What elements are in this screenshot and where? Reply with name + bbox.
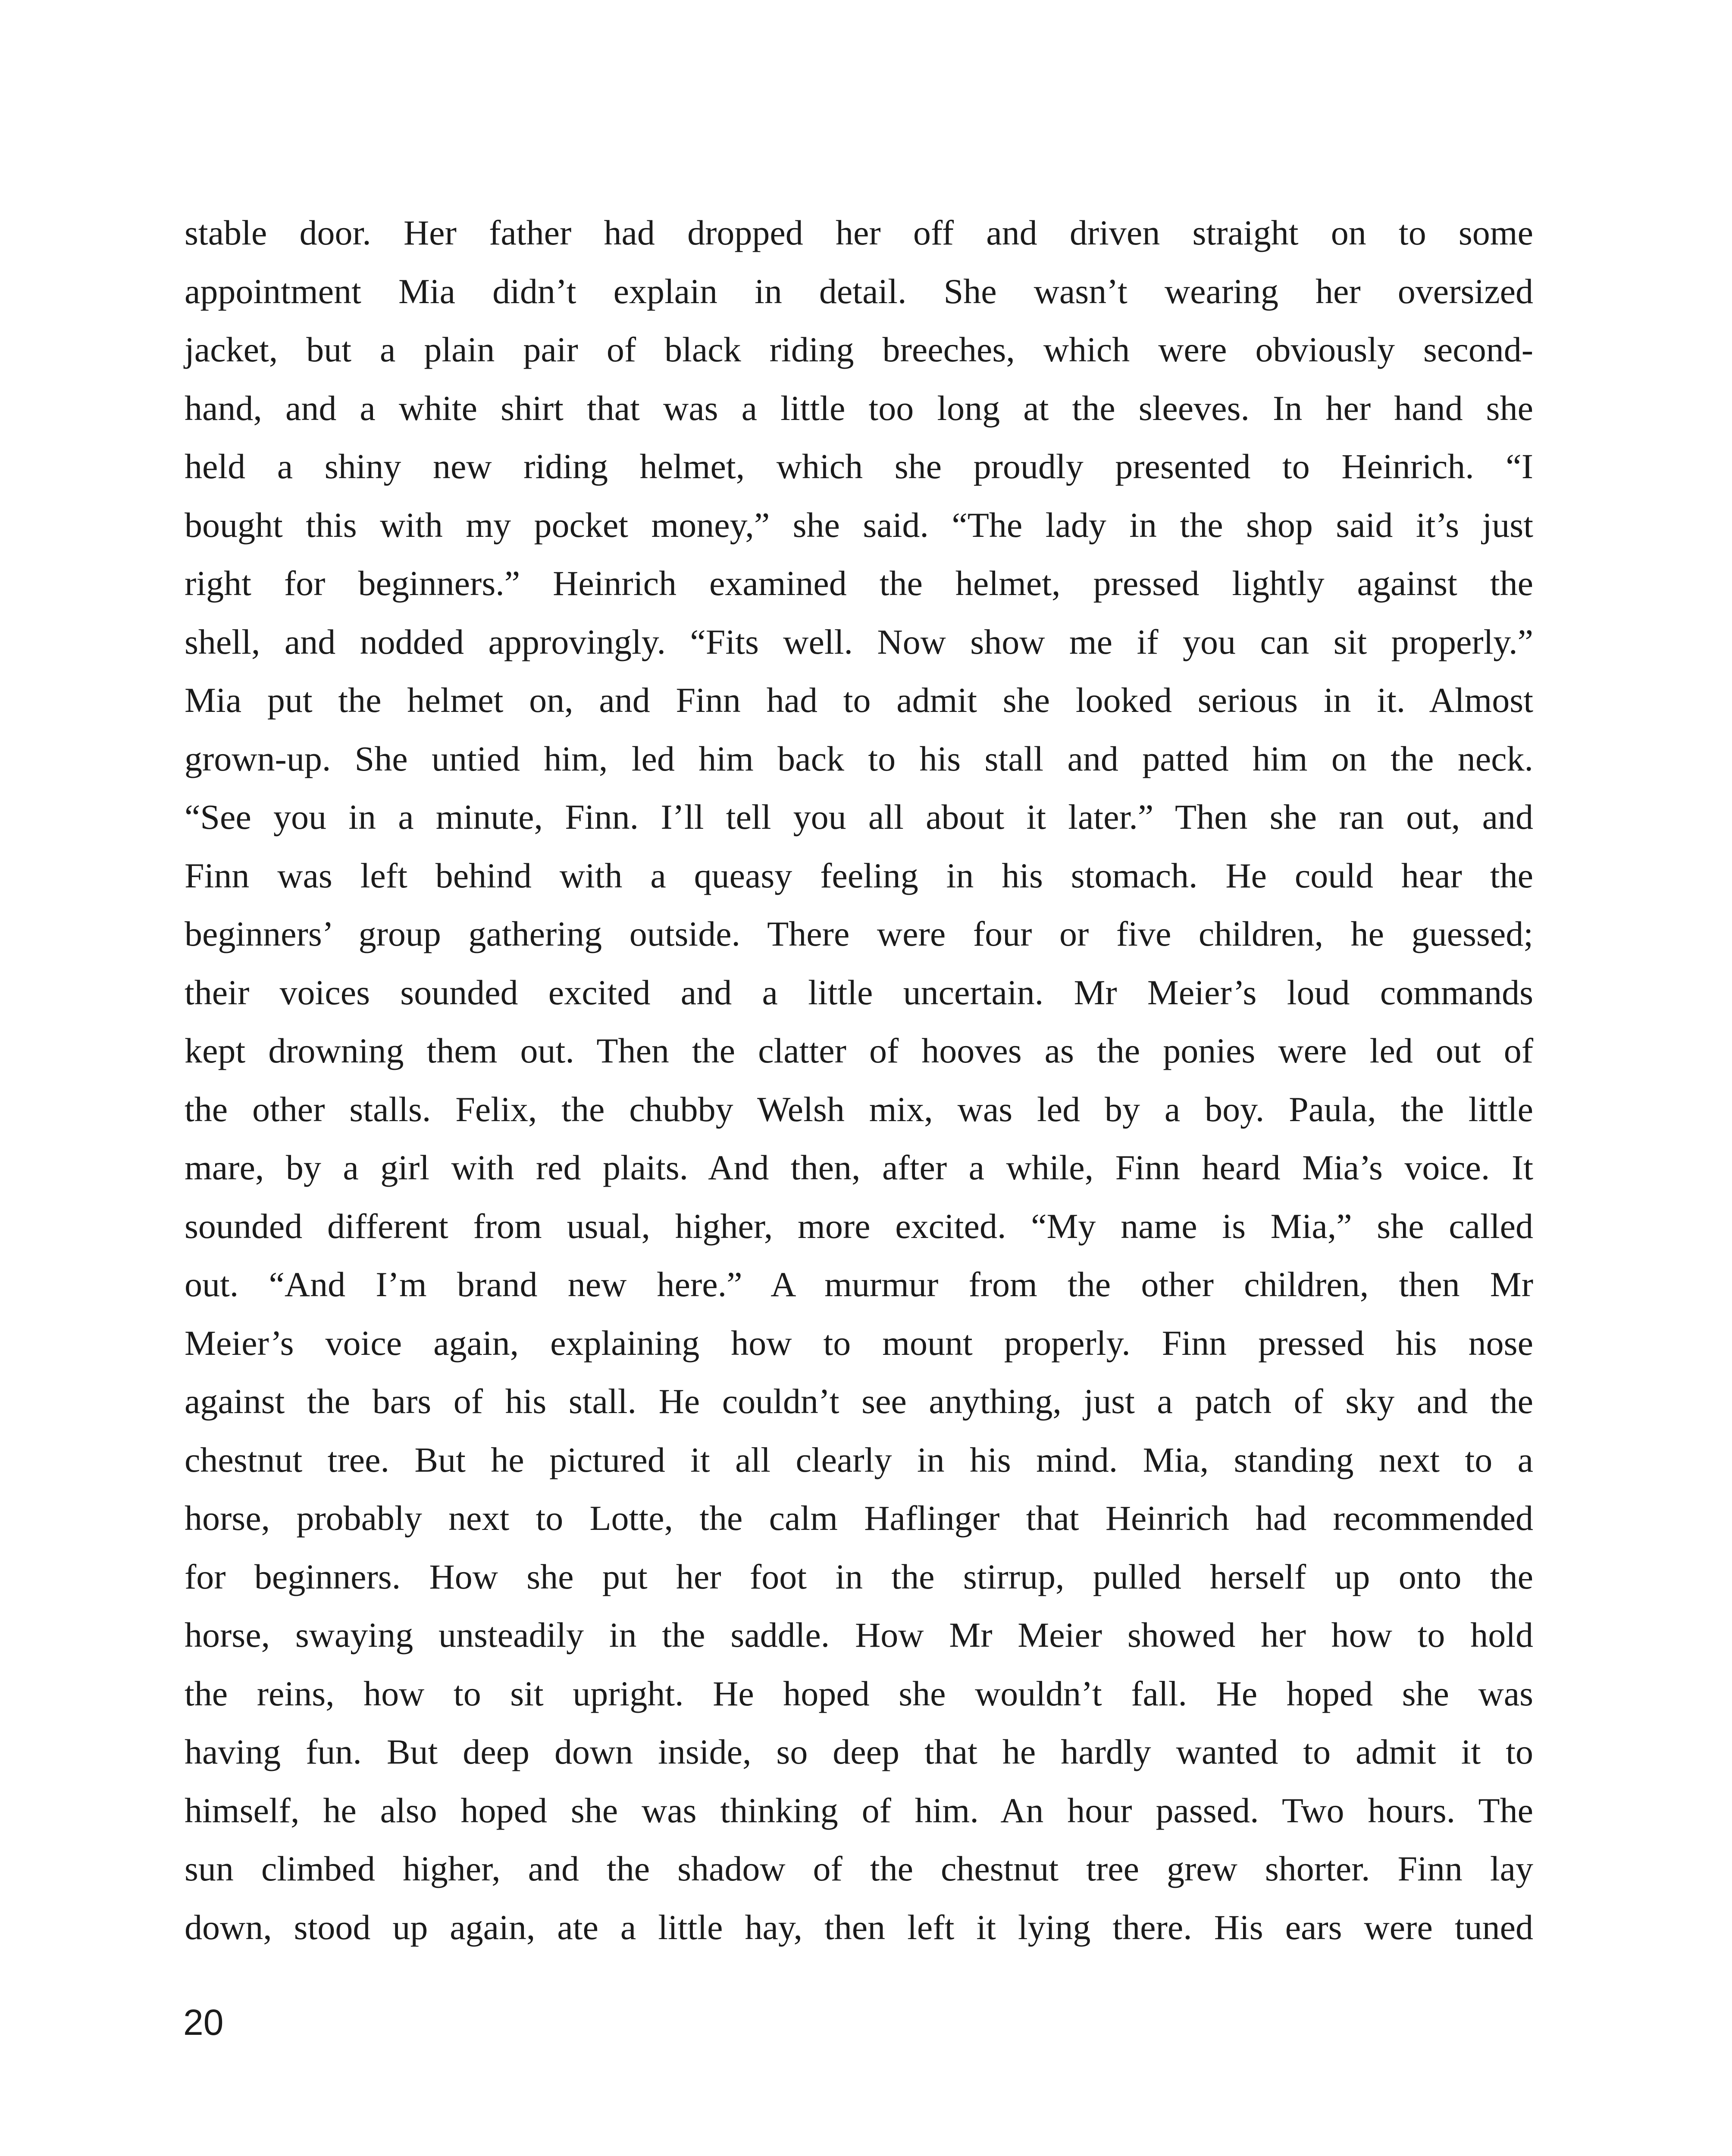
- text-line: sounded different from usual, higher, more excited. “My name is Mia,” she called: [185, 1206, 1533, 1246]
- text-line: horse, swaying unsteadily in the saddle. How Mr Meier showed her how to hold: [185, 1615, 1533, 1655]
- text-line: shell, and nodded approvingly. “Fits well. Now show me if you can sit properly.”: [185, 622, 1533, 661]
- page-number: 20: [183, 2002, 224, 2043]
- text-line: mare, by a girl with red plaits. And then, after a while, Finn heard Mia’s voice. It: [185, 1148, 1533, 1187]
- text-line: Meier’s voice again, explaining how to mount properly. Finn pressed his nose: [185, 1323, 1533, 1363]
- text-line: held a shiny new riding helmet, which she proudly presented to Heinrich. “I: [185, 447, 1533, 486]
- text-line: bought this with my pocket money,” she said. “The lady in the shop said it’s just: [185, 505, 1533, 545]
- text-line: right for beginners.” Heinrich examined the helmet, pressed lightly against the: [185, 564, 1533, 603]
- text-line: the reins, how to sit upright. He hoped she wouldn’t fall. He hoped she was: [185, 1673, 1533, 1713]
- text-line: Finn was left behind with a queasy feeling in his stomach. He could hear the: [185, 856, 1533, 895]
- text-line: himself, he also hoped she was thinking of him. An hour passed. Two hours. The: [185, 1790, 1533, 1830]
- text-line: jacket, but a plain pair of black riding breeches, which were obviously second-: [185, 330, 1533, 369]
- body-text: [185, 204, 1533, 1956]
- text-line: the other stalls. Felix, the chubby Welsh mix, was led by a boy. Paula, the little: [185, 1089, 1533, 1129]
- text-line: sun climbed higher, and the shadow of the chestnut tree grew shorter. Finn lay: [185, 1849, 1533, 1888]
- text-line: beginners’ group gathering outside. There were four or five children, he guessed;: [185, 914, 1533, 953]
- text-line: chestnut tree. But he pictured it all clearly in his mind. Mia, standing next to a: [185, 1440, 1533, 1479]
- text-line: their voices sounded excited and a little uncertain. Mr Meier’s loud commands: [185, 972, 1533, 1012]
- text-line: against the bars of his stall. He couldn’t see anything, just a patch of sky and the: [185, 1382, 1533, 1421]
- text-line: horse, probably next to Lotte, the calm Haflinger that Heinrich had recommended: [185, 1498, 1533, 1538]
- text-line: kept drowning them out. Then the clatter of hooves as the ponies were led out of: [185, 1031, 1533, 1070]
- text-line: down, stood up again, ate a little hay, then left it lying there. His ears were tuned: [185, 1907, 1533, 1947]
- text-line: stable door. Her father had dropped her off and driven straight on to some: [185, 213, 1533, 252]
- text-line: grown-up. She untied him, led him back to his stall and patted him on the neck.: [185, 739, 1533, 778]
- text-line: out. “And I’m brand new here.” A murmur from the other children, then Mr: [185, 1265, 1533, 1304]
- text-line: Mia put the helmet on, and Finn had to admit she looked serious in it. Almost: [185, 680, 1533, 720]
- text-line: hand, and a white shirt that was a little too long at the sleeves. In her hand she: [185, 388, 1533, 428]
- text-line: for beginners. How she put her foot in the stirrup, pulled herself up onto the: [185, 1557, 1533, 1596]
- text-line: “See you in a minute, Finn. I’ll tell you all about it later.” Then she ran out, and: [185, 797, 1533, 837]
- text-line: appointment Mia didn’t explain in detail. She wasn’t wearing her oversized: [185, 271, 1533, 311]
- text-line: having fun. But deep down inside, so deep that he hardly wanted to admit it to: [185, 1732, 1533, 1771]
